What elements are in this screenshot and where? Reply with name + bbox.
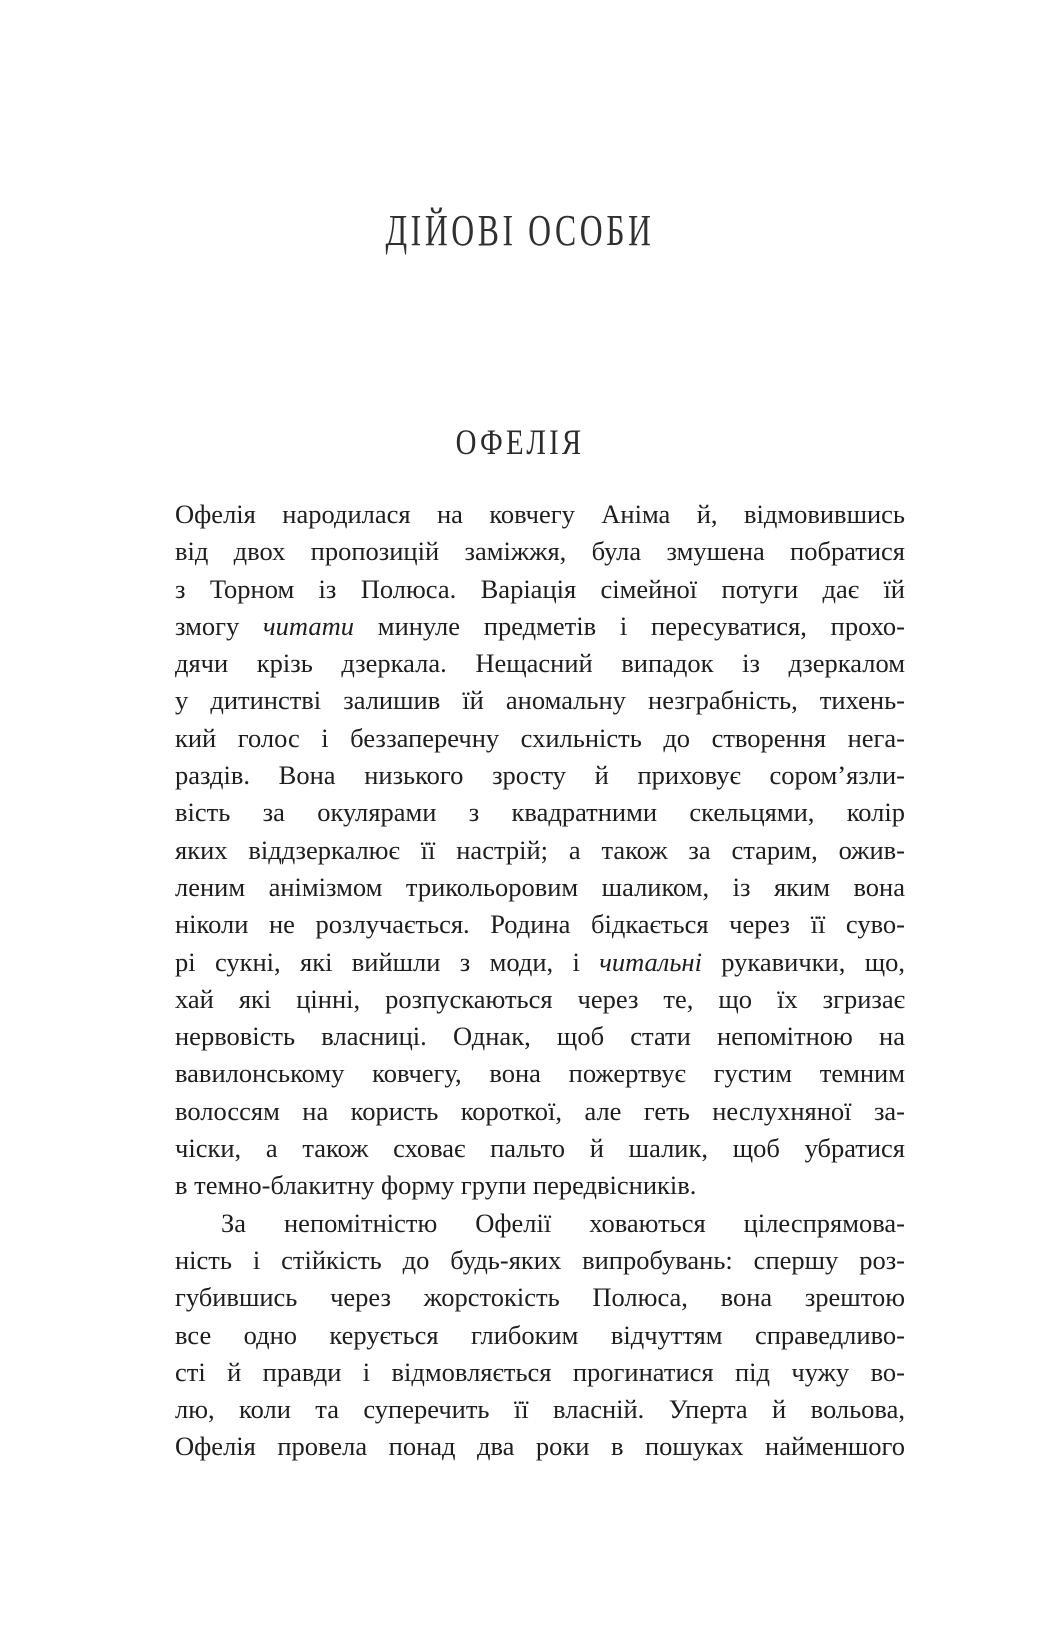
text-segment: хай які цінні, розпускаються через те, що їх згризає	[175, 983, 905, 1014]
text-line	[175, 832, 905, 869]
text-line	[175, 906, 905, 943]
text-segment: з Торном із Полюса. Варіація сімейної потуги дає їй	[175, 573, 905, 604]
text-segment: раздів. Вона низького зросту й приховує сором’язли-	[175, 760, 905, 791]
text-line	[175, 1055, 905, 1092]
text-segment: яких віддзеркалює її настрій; а також за старим, ожив-	[175, 834, 905, 865]
italic-text: читати	[263, 610, 355, 641]
text-segment: в темно-блакитну форму групи передвісників.	[175, 1170, 697, 1201]
text-segment: губившись через жорстокість Полюса, вона зрештою	[175, 1282, 905, 1313]
text-line	[175, 757, 905, 794]
text-segment: від двох пропозицій заміжжя, була змушена побратися	[175, 536, 905, 567]
text-line	[175, 1428, 905, 1465]
text-line	[175, 1167, 905, 1204]
text-segment: ність і стійкість до будь-яких випробувань: спершу роз-	[175, 1244, 905, 1275]
text-segment: чіски, а також сховає пальто й шалик, щоб убратися	[175, 1133, 905, 1164]
text-line	[175, 682, 905, 719]
text-segment: минуле предметів і пересуватися, прохо-	[354, 610, 905, 641]
text-segment: вавилонському ковчегу, вона пожертвує густим темним	[175, 1058, 905, 1089]
text-segment: За непомітністю Офелії ховаються цілеспрямова-	[221, 1207, 905, 1238]
text-line	[175, 1279, 905, 1316]
text-segment: рукавички, що,	[701, 946, 905, 977]
text-line	[175, 869, 905, 906]
text-line	[175, 1018, 905, 1055]
italic-text: читальні	[599, 946, 702, 977]
text-segment: лю, коли та суперечить її власній. Уперта й вольова,	[175, 1394, 905, 1425]
text-line	[175, 645, 905, 682]
text-line	[175, 533, 905, 570]
text-line	[175, 1093, 905, 1130]
text-segment: Офелія народилася на ковчегу Аніма й, відмовившись	[175, 499, 905, 529]
text-segment: вість за окулярами з квадратними скельцями, колір	[175, 797, 905, 828]
text-line	[175, 571, 905, 608]
text-segment: кий голос і беззаперечну схильність до створення нега-	[175, 722, 905, 753]
chapter-title: ДІЙОВІ ОСОБИ	[385, 206, 655, 255]
text-segment: все одно керується глибоким відчуттям справедливо-	[175, 1319, 905, 1350]
text-line	[175, 1354, 905, 1391]
text-line	[175, 496, 905, 533]
text-line	[175, 1391, 905, 1428]
text-segment: волоссям на користь короткої, але геть неслухняної за-	[175, 1095, 905, 1126]
text-line	[175, 1317, 905, 1354]
text-segment: Офелія провела понад два роки в пошуках найменшого	[175, 1431, 905, 1462]
text-line	[175, 981, 905, 1018]
text-line	[175, 720, 905, 757]
text-line	[175, 608, 905, 645]
paragraph-1	[175, 496, 905, 1205]
text-line	[175, 944, 905, 981]
text-segment: ніколи не розлучається. Родина бідкається через її суво-	[175, 909, 905, 940]
text-line	[175, 1242, 905, 1279]
text-segment: у дитинстві залишив їй аномальну незграбність, тихень-	[175, 685, 905, 716]
text-segment: нервовість власниці. Однак, щоб стати непомітною на	[175, 1021, 905, 1052]
text-segment: змогу	[175, 610, 264, 641]
text-line	[175, 794, 905, 831]
text-line	[175, 1205, 905, 1242]
text-segment: леним анімізмом трикольоровим шаликом, із яким вона	[175, 871, 905, 902]
text-segment: рі сукні, які вийшли з моди, і	[175, 946, 600, 977]
text-line	[175, 1130, 905, 1167]
text-segment: дячи крізь дзеркала. Нещасний випадок із дзеркалом	[175, 648, 905, 679]
paragraph-2	[175, 1205, 905, 1466]
character-name-heading: ОФЕЛІЯ	[455, 422, 585, 462]
body-text	[175, 496, 905, 1466]
text-segment: сті й правди і відмовляється прогинатися під чужу во-	[175, 1356, 905, 1387]
